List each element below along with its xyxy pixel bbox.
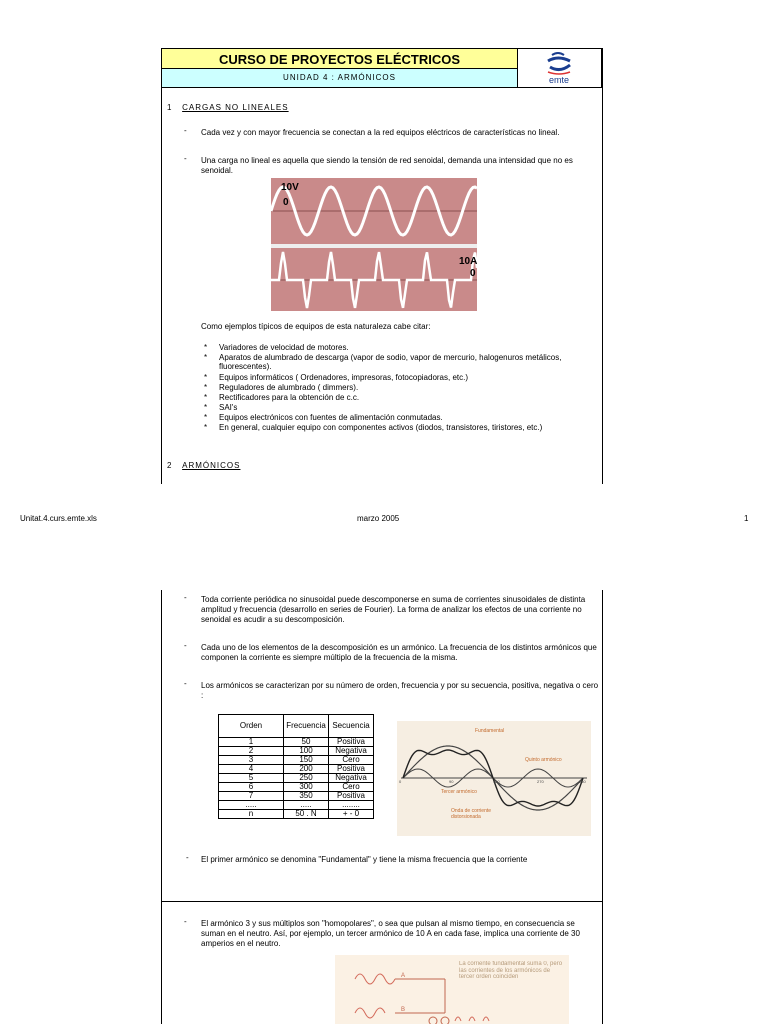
example-bullet: * — [204, 373, 208, 382]
course-title: CURSO DE PROYECTOS ELÉCTRICOS — [161, 48, 518, 69]
table-cell: 150 — [284, 756, 329, 765]
table-cell: Cero — [329, 756, 374, 765]
footer-filename: Unitat.4.curs.emte.xls — [20, 514, 97, 523]
waveform-image — [271, 178, 477, 311]
page1-right-border — [602, 48, 603, 484]
section2-title: ARMÓNICOS — [182, 461, 241, 470]
table-cell: 250 — [284, 774, 329, 783]
wave-label-a: 10A — [459, 256, 477, 267]
wave-label-v0: 0 — [283, 197, 289, 208]
unit-subtitle: UNIDAD 4 : ARMÓNICOS — [161, 69, 518, 88]
fig-label-onda2: distorsionada — [451, 814, 481, 820]
table-cell: 350 — [284, 792, 329, 801]
example-bullet: * — [204, 393, 208, 402]
example-bullet: * — [204, 413, 208, 422]
fig2-label-a: A — [401, 973, 406, 979]
bullet-marker: - — [184, 917, 187, 926]
table-cell: 50 . N — [284, 810, 329, 819]
fig-label-fundamental: Fundamental — [475, 728, 505, 734]
table-cell: + - 0 — [329, 810, 374, 819]
example-bullet: * — [204, 403, 208, 412]
table-cell: 2 — [219, 747, 284, 756]
table-header-row — [219, 715, 374, 738]
table-cell: ..... — [284, 801, 329, 810]
example-bullet: * — [204, 383, 208, 392]
table-cell: 6 — [219, 783, 284, 792]
fig-tick-180: 180 — [493, 779, 500, 784]
bullet1-text: Cada vez y con mayor frecuencia se conectan a la red equipos eléctricos de características no lineal. — [201, 128, 560, 137]
example-item: SAI's — [219, 403, 238, 412]
section1-number: 1 — [167, 103, 173, 112]
bullet-marker: - — [184, 679, 187, 688]
table-row — [219, 810, 374, 819]
footer-date: marzo 2005 — [357, 514, 400, 523]
table-cell: 5 — [219, 774, 284, 783]
table-cell: Positiva — [329, 792, 374, 801]
example-item: Reguladores de alumbrado ( dimmers). — [219, 383, 359, 392]
p2-homopolar: El armónico 3 y sus múltiplos son "homopolares", o sea que pulsan al mismo tiempo, en consecuencia se suman en el neutro. Así, por ejemplo, un tercer armónico de 10 A en cada fase, implica una corriente de 30 amperios en el neutro. — [201, 919, 580, 948]
table-cell: 4 — [219, 765, 284, 774]
section2-heading — [167, 461, 240, 471]
example-item: Aparatos de alumbrado de descarga (vapor de sodio, vapor de mercurio, halogenuros metálicos, fluorescentes). — [219, 353, 562, 371]
table-cell: 3 — [219, 756, 284, 765]
table-cell: 200 — [284, 765, 329, 774]
table-cell: 300 — [284, 783, 329, 792]
p2-harmonic-chars: Los armónicos se caracterizan por su número de orden, frecuencia y por su secuencia, positiva, negativa o cero : — [201, 681, 599, 700]
examples-intro: Como ejemplos típicos de equipos de esta naturaleza cabe citar: — [201, 322, 431, 331]
table-cell: n — [219, 810, 284, 819]
footer-page: 1 — [744, 514, 749, 523]
p2-fundamental: El primer armónico se denomina "Fundamental" y tiene la misma frecuencia que la corriente — [201, 855, 528, 864]
fig-label-tercer: Tercer armónico — [441, 789, 477, 795]
harmonic-decomposition-figure — [397, 721, 591, 836]
wave-label-v: 10V — [281, 182, 299, 193]
fig-tick-360: 360 — [579, 779, 586, 784]
p2-harmonic-def: Cada uno de los elementos de la descomposición es un armónico. La frecuencia de los distintos armónicos que componen la corriente es siempre múltiplo de la frecuencia de la misma. — [201, 643, 597, 662]
emte-logo-icon — [518, 49, 600, 87]
table-cell: 1 — [219, 738, 284, 747]
example-bullet: * — [204, 423, 208, 432]
table-cell: Negativa — [329, 774, 374, 783]
example-item: Equipos informáticos ( Ordenadores, impresoras, fotocopiadoras, etc.) — [219, 373, 469, 382]
fig-tick-90: 90 — [449, 779, 454, 784]
page2-right-border — [602, 590, 603, 1024]
table-cell: 50 — [284, 738, 329, 747]
fig2-caption: La corriente fundamental suma 0, pero las corrientes de los armónicos de tercer orden coinciden — [459, 961, 563, 980]
neutral-current-figure — [335, 955, 569, 1024]
p2-fourier: Toda corriente periódica no sinusoidal puede descomponerse en suma de corrientes sinusoidales de distinta amplitud y frecuencia (desarrollo en series de Fourier). La forma de analizar los efectos de una corriente no senoidal es acudir a su descomposición. — [201, 595, 586, 624]
table-cell: Positiva — [329, 738, 374, 747]
section1-title: CARGAS NO LINEALES — [182, 103, 289, 112]
bullet-marker: - — [186, 853, 189, 862]
table-cell: Negativa — [329, 747, 374, 756]
fig2-label-b: B — [401, 1007, 406, 1013]
svg-text:emte: emte — [548, 75, 570, 85]
harmonics-table — [218, 714, 374, 819]
fig-tick-270: 270 — [537, 779, 544, 784]
fig-label-quinto: Quinto armónico — [525, 757, 562, 763]
table-cell: Positiva — [329, 765, 374, 774]
example-item: Rectificadores para la obtención de c.c. — [219, 393, 360, 402]
table-cell: 7 — [219, 792, 284, 801]
fig-label-onda1: Onda de corriente — [451, 808, 492, 814]
table-cell: Cero — [329, 783, 374, 792]
example-item: En general, cualquier equipo con componentes activos (diodos, transistores, tiristores, etc.) — [219, 423, 543, 432]
col-secuencia: Secuencia — [329, 715, 374, 738]
page2-left-border — [161, 590, 162, 1024]
page1-left-border — [161, 48, 162, 484]
wave-label-a0: 0 — [470, 268, 476, 279]
col-orden: Orden — [219, 715, 284, 738]
table-cell: 100 — [284, 747, 329, 756]
section1-heading — [167, 103, 289, 113]
bullet-marker: - — [184, 126, 187, 135]
bullet-marker: - — [184, 154, 187, 163]
table-cell: ........ — [329, 801, 374, 810]
example-bullet: * — [204, 343, 208, 352]
bullet2-text: Una carga no lineal es aquella que siendo la tensión de red senoidal, demanda una intensidad que no es senoidal. — [201, 156, 573, 175]
page2-divider — [161, 901, 603, 902]
bullet-marker: - — [184, 641, 187, 650]
col-frecuencia: Frecuencia — [284, 715, 329, 738]
bullet-marker: - — [184, 593, 187, 602]
example-item: Variadores de velocidad de motores. — [219, 343, 349, 352]
example-item: Equipos electrónicos con fuentes de alimentación conmutadas. — [219, 413, 443, 422]
emte-logo — [518, 48, 602, 88]
example-bullet: * — [204, 353, 208, 362]
section2-number: 2 — [167, 461, 173, 470]
table-cell: ..... — [219, 801, 284, 810]
fig-tick-0: 0 — [399, 779, 402, 784]
